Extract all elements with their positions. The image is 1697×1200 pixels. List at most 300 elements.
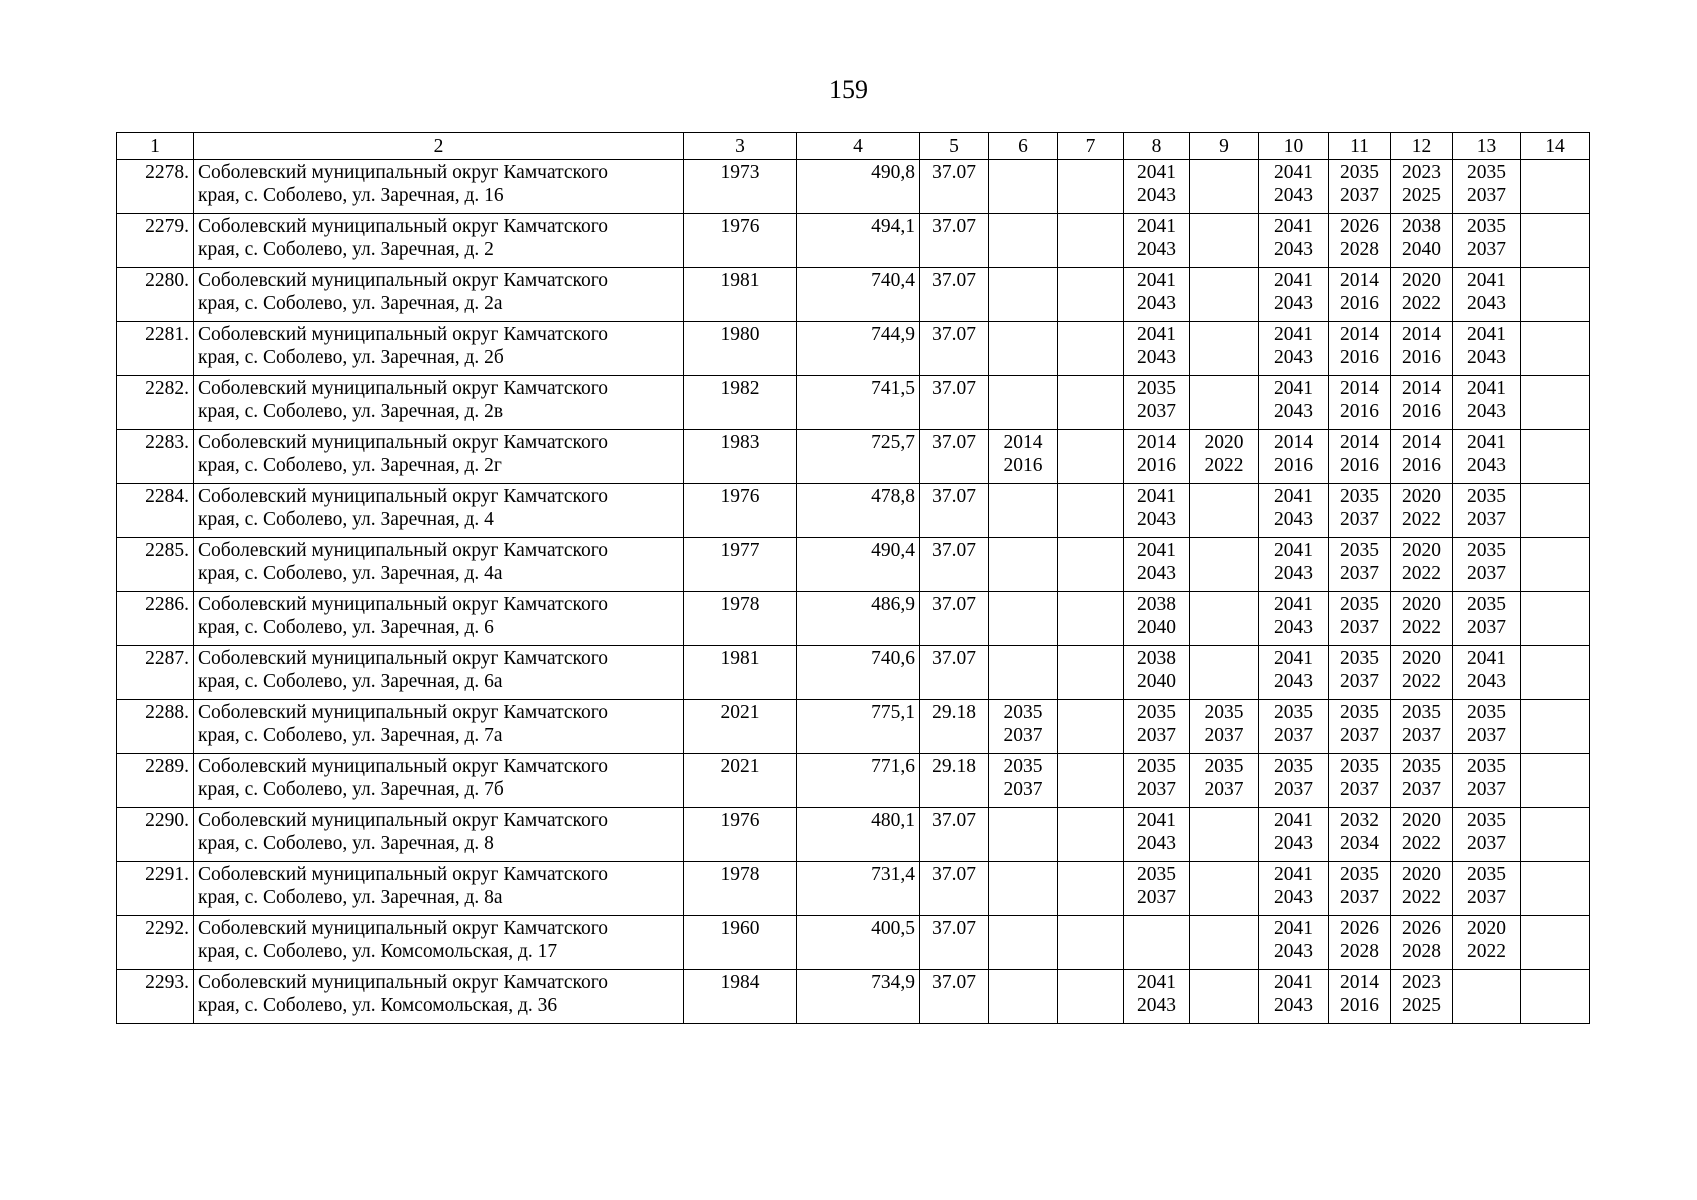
- cell-line: края, с. Соболево, ул. Заречная, д. 2: [198, 239, 494, 260]
- period-cell-7: [1058, 538, 1124, 592]
- period-cell-9: [1190, 376, 1259, 430]
- code-cell: 37.07: [920, 268, 989, 322]
- cell-line: [1062, 485, 1119, 508]
- year-built-cell: 1980: [684, 322, 797, 376]
- table-row: [117, 808, 1590, 862]
- table-row: [117, 160, 1590, 214]
- table-row: [117, 592, 1590, 646]
- cell-line: [1062, 971, 1119, 994]
- cell-line: [993, 161, 1053, 184]
- column-header-14: 14: [1521, 133, 1590, 160]
- period-cell-7: [1058, 214, 1124, 268]
- cell-line: 2043: [1137, 509, 1176, 530]
- cell-line: края, с. Соболево, ул. Заречная, д. 2а: [198, 293, 503, 314]
- cell-line: края, с. Соболево, ул. Заречная, д. 16: [198, 185, 504, 206]
- cell-line: 2028: [1340, 239, 1379, 260]
- cell-line: [1525, 593, 1585, 616]
- cell-line: [1062, 616, 1119, 639]
- cell-line: 2041: [1137, 324, 1176, 345]
- code-cell: 37.07: [920, 592, 989, 646]
- address-cell: [194, 754, 684, 808]
- cell-line: [993, 917, 1053, 940]
- cell-line: 2043: [1274, 563, 1313, 584]
- period-cell-10: [1259, 160, 1329, 214]
- column-header-5: 5: [920, 133, 989, 160]
- period-cell-11: [1329, 916, 1391, 970]
- cell-line: 2041: [1467, 270, 1506, 291]
- period-cell-9: [1190, 862, 1259, 916]
- area-cell: 480,1: [797, 808, 920, 862]
- cell-line: 2043: [1137, 995, 1176, 1016]
- cell-line: [1525, 238, 1585, 261]
- cell-line: 2037: [1467, 725, 1506, 746]
- cell-line: [1062, 323, 1119, 346]
- period-cell-14: [1521, 808, 1590, 862]
- table-row: [117, 538, 1590, 592]
- cell-line: края, с. Соболево, ул. Заречная, д. 2б: [198, 347, 504, 368]
- cell-line: 2043: [1137, 293, 1176, 314]
- column-header-9: 9: [1190, 133, 1259, 160]
- cell-line: 2020: [1402, 864, 1441, 885]
- period-cell-8: [1124, 916, 1190, 970]
- cell-line: 2041: [1274, 918, 1313, 939]
- cell-line: [1194, 184, 1254, 207]
- cell-line: 2016: [1274, 455, 1313, 476]
- cell-line: [1062, 161, 1119, 184]
- area-cell: 400,5: [797, 916, 920, 970]
- code-cell: 37.07: [920, 214, 989, 268]
- area-cell: 775,1: [797, 700, 920, 754]
- cell-line: [1062, 647, 1119, 670]
- period-cell-8: [1124, 970, 1190, 1024]
- period-cell-11: [1329, 754, 1391, 808]
- period-cell-7: [1058, 862, 1124, 916]
- year-built-cell: 1978: [684, 862, 797, 916]
- period-cell-7: [1058, 916, 1124, 970]
- area-cell: 744,9: [797, 322, 920, 376]
- period-cell-11: [1329, 808, 1391, 862]
- row-number: 2288.: [117, 700, 194, 754]
- period-cell-6: [989, 700, 1058, 754]
- cell-line: [1194, 616, 1254, 639]
- period-cell-13: [1453, 916, 1521, 970]
- cell-line: [993, 593, 1053, 616]
- period-cell-11: [1329, 970, 1391, 1024]
- cell-line: 2041: [1274, 540, 1313, 561]
- cell-line: [1194, 670, 1254, 693]
- cell-line: 2041: [1467, 378, 1506, 399]
- cell-line: [1062, 863, 1119, 886]
- period-cell-6: [989, 322, 1058, 376]
- cell-line: 2041: [1274, 648, 1313, 669]
- period-cell-9: [1190, 484, 1259, 538]
- period-cell-6: [989, 754, 1058, 808]
- cell-line: 2037: [1467, 509, 1506, 530]
- row-number: 2283.: [117, 430, 194, 484]
- cell-line: 2043: [1467, 347, 1506, 368]
- cell-line: 2035: [1467, 756, 1506, 777]
- cell-line: [1062, 701, 1119, 724]
- cell-line: 2035: [1467, 486, 1506, 507]
- cell-line: 2016: [1340, 995, 1379, 1016]
- year-built-cell: 1978: [684, 592, 797, 646]
- period-cell-10: [1259, 484, 1329, 538]
- cell-line: 2022: [1402, 563, 1441, 584]
- cell-line: 2037: [1467, 185, 1506, 206]
- cell-line: [993, 863, 1053, 886]
- cell-line: 2037: [1137, 725, 1176, 746]
- period-cell-13: [1453, 754, 1521, 808]
- cell-line: 2014: [1402, 324, 1441, 345]
- cell-line: [1525, 431, 1585, 454]
- cell-line: Соболевский муниципальный округ Камчатского: [198, 162, 609, 183]
- cell-line: 2037: [1340, 779, 1379, 800]
- period-cell-13: [1453, 322, 1521, 376]
- table-row: [117, 970, 1590, 1024]
- cell-line: [1525, 863, 1585, 886]
- period-cell-12: [1391, 214, 1453, 268]
- period-cell-12: [1391, 268, 1453, 322]
- cell-line: 2040: [1402, 239, 1441, 260]
- cell-line: 2041: [1137, 162, 1176, 183]
- table-row: [117, 754, 1590, 808]
- cell-line: [1062, 269, 1119, 292]
- period-cell-14: [1521, 538, 1590, 592]
- cell-line: 2035: [1137, 378, 1176, 399]
- cell-line: края, с. Соболево, ул. Заречная, д. 6: [198, 617, 494, 638]
- cell-line: 2037: [1467, 887, 1506, 908]
- cell-line: [1525, 994, 1585, 1017]
- cell-line: [1194, 647, 1254, 670]
- cell-line: 2035: [1340, 756, 1379, 777]
- year-built-cell: 1982: [684, 376, 797, 430]
- cell-line: 2038: [1137, 594, 1176, 615]
- cell-line: [1525, 215, 1585, 238]
- cell-line: [1525, 778, 1585, 801]
- period-cell-6: [989, 808, 1058, 862]
- cell-line: 2035: [1003, 702, 1043, 723]
- period-cell-6: [989, 862, 1058, 916]
- cell-line: [1194, 994, 1254, 1017]
- period-cell-8: [1124, 646, 1190, 700]
- row-number: 2291.: [117, 862, 194, 916]
- cell-line: [1062, 562, 1119, 585]
- cell-line: 2043: [1274, 509, 1313, 530]
- cell-line: 2028: [1340, 941, 1379, 962]
- cell-line: 2014: [1274, 432, 1313, 453]
- table-row: [117, 484, 1590, 538]
- cell-line: [1128, 940, 1185, 963]
- cell-line: [1062, 724, 1119, 747]
- cell-line: 2037: [1340, 887, 1379, 908]
- cell-line: [1194, 161, 1254, 184]
- period-cell-13: [1453, 484, 1521, 538]
- cell-line: [1525, 971, 1585, 994]
- address-cell: [194, 160, 684, 214]
- period-cell-14: [1521, 646, 1590, 700]
- area-cell: 494,1: [797, 214, 920, 268]
- cell-line: 2035: [1340, 486, 1379, 507]
- period-cell-14: [1521, 322, 1590, 376]
- cell-line: 2035: [1137, 756, 1176, 777]
- cell-line: 2020: [1402, 486, 1441, 507]
- period-cell-13: [1453, 700, 1521, 754]
- area-cell: 725,7: [797, 430, 920, 484]
- period-cell-10: [1259, 754, 1329, 808]
- cell-line: 2040: [1137, 671, 1176, 692]
- address-cell: [194, 214, 684, 268]
- cell-line: 2037: [1274, 725, 1313, 746]
- cell-line: 2037: [1467, 239, 1506, 260]
- period-cell-12: [1391, 160, 1453, 214]
- cell-line: [1525, 161, 1585, 184]
- period-cell-8: [1124, 862, 1190, 916]
- cell-line: 2041: [1137, 270, 1176, 291]
- cell-line: 2037: [1137, 401, 1176, 422]
- cell-line: [1194, 809, 1254, 832]
- area-cell: 486,9: [797, 592, 920, 646]
- cell-line: 2037: [1003, 725, 1043, 746]
- period-cell-12: [1391, 754, 1453, 808]
- cell-line: [993, 670, 1053, 693]
- period-cell-8: [1124, 376, 1190, 430]
- period-cell-10: [1259, 862, 1329, 916]
- period-cell-7: [1058, 808, 1124, 862]
- period-cell-14: [1521, 916, 1590, 970]
- cell-line: 2014: [1340, 972, 1379, 993]
- cell-line: [993, 971, 1053, 994]
- period-cell-8: [1124, 592, 1190, 646]
- period-cell-6: [989, 970, 1058, 1024]
- address-cell: [194, 970, 684, 1024]
- period-cell-9: [1190, 808, 1259, 862]
- period-cell-6: [989, 592, 1058, 646]
- cell-line: [1062, 886, 1119, 909]
- cell-line: 2035: [1467, 810, 1506, 831]
- cell-line: 2037: [1402, 725, 1441, 746]
- cell-line: [1194, 508, 1254, 531]
- cell-line: [993, 346, 1053, 369]
- period-cell-10: [1259, 646, 1329, 700]
- cell-line: 2014: [1003, 432, 1043, 453]
- cell-line: [1062, 809, 1119, 832]
- cell-line: 2022: [1204, 455, 1244, 476]
- cell-line: [993, 539, 1053, 562]
- cell-line: 2037: [1204, 779, 1244, 800]
- year-built-cell: 1981: [684, 268, 797, 322]
- period-cell-13: [1453, 376, 1521, 430]
- period-cell-12: [1391, 538, 1453, 592]
- cell-line: 2035: [1204, 702, 1244, 723]
- column-header-7: 7: [1058, 133, 1124, 160]
- cell-line: 2037: [1003, 779, 1043, 800]
- period-cell-12: [1391, 646, 1453, 700]
- cell-line: 2020: [1402, 594, 1441, 615]
- column-header-2: 2: [194, 133, 684, 160]
- period-cell-10: [1259, 376, 1329, 430]
- cell-line: Соболевский муниципальный округ Камчатского: [198, 378, 609, 399]
- period-cell-14: [1521, 484, 1590, 538]
- cell-line: 2041: [1274, 810, 1313, 831]
- cell-line: 2014: [1340, 324, 1379, 345]
- period-cell-6: [989, 214, 1058, 268]
- column-header-3: 3: [684, 133, 797, 160]
- column-header-1: 1: [117, 133, 194, 160]
- cell-line: [1525, 346, 1585, 369]
- cell-line: 2041: [1467, 432, 1506, 453]
- cell-line: 2035: [1274, 702, 1313, 723]
- year-built-cell: 2021: [684, 700, 797, 754]
- cell-line: Соболевский муниципальный округ Камчатского: [198, 810, 609, 831]
- cell-line: 2014: [1402, 432, 1441, 453]
- code-cell: 37.07: [920, 970, 989, 1024]
- cell-line: края, с. Соболево, ул. Заречная, д. 6а: [198, 671, 503, 692]
- cell-line: 2037: [1467, 563, 1506, 584]
- cell-line: [1525, 184, 1585, 207]
- cell-line: [993, 485, 1053, 508]
- period-cell-7: [1058, 376, 1124, 430]
- cell-line: 2035: [1204, 756, 1244, 777]
- cell-line: [1194, 292, 1254, 315]
- cell-line: 2037: [1402, 779, 1441, 800]
- cell-line: 2041: [1274, 864, 1313, 885]
- period-cell-14: [1521, 700, 1590, 754]
- cell-line: [993, 269, 1053, 292]
- cell-line: Соболевский муниципальный округ Камчатского: [198, 540, 609, 561]
- cell-line: 2043: [1467, 293, 1506, 314]
- period-cell-14: [1521, 592, 1590, 646]
- cell-line: 2014: [1340, 270, 1379, 291]
- cell-line: 2041: [1274, 162, 1313, 183]
- cell-line: 2040: [1137, 617, 1176, 638]
- cell-line: 2038: [1137, 648, 1176, 669]
- address-cell: [194, 538, 684, 592]
- period-cell-6: [989, 646, 1058, 700]
- period-cell-11: [1329, 322, 1391, 376]
- cell-line: 2037: [1467, 779, 1506, 800]
- cell-line: 2035: [1003, 756, 1043, 777]
- cell-line: 2043: [1274, 995, 1313, 1016]
- cell-line: [1525, 323, 1585, 346]
- cell-line: 2022: [1402, 833, 1441, 854]
- period-cell-13: [1453, 808, 1521, 862]
- cell-line: 2020: [1402, 648, 1441, 669]
- cell-line: [1525, 400, 1585, 423]
- period-cell-14: [1521, 376, 1590, 430]
- period-cell-8: [1124, 484, 1190, 538]
- period-cell-6: [989, 484, 1058, 538]
- cell-line: 2022: [1467, 941, 1506, 962]
- period-cell-11: [1329, 862, 1391, 916]
- column-header-13: 13: [1453, 133, 1521, 160]
- cell-line: [1194, 539, 1254, 562]
- cell-line: [1062, 994, 1119, 1017]
- row-number: 2287.: [117, 646, 194, 700]
- code-cell: 37.07: [920, 376, 989, 430]
- row-number: 2293.: [117, 970, 194, 1024]
- table-header: [117, 133, 1590, 160]
- cell-line: 2020: [1402, 540, 1441, 561]
- cell-line: 2043: [1274, 239, 1313, 260]
- cell-line: [1194, 269, 1254, 292]
- cell-line: края, с. Соболево, ул. Заречная, д. 8: [198, 833, 494, 854]
- period-cell-7: [1058, 430, 1124, 484]
- cell-line: 2020: [1467, 918, 1506, 939]
- cell-line: [1062, 670, 1119, 693]
- cell-line: 2032: [1340, 810, 1379, 831]
- period-cell-12: [1391, 916, 1453, 970]
- cell-line: [1062, 755, 1119, 778]
- cell-line: 2041: [1137, 216, 1176, 237]
- period-cell-11: [1329, 268, 1391, 322]
- cell-line: 2035: [1340, 162, 1379, 183]
- period-cell-14: [1521, 160, 1590, 214]
- cell-line: 2043: [1137, 185, 1176, 206]
- cell-line: [1062, 593, 1119, 616]
- row-number: 2289.: [117, 754, 194, 808]
- cell-line: 2035: [1467, 162, 1506, 183]
- period-cell-11: [1329, 160, 1391, 214]
- period-cell-8: [1124, 538, 1190, 592]
- code-cell: 29.18: [920, 754, 989, 808]
- period-cell-9: [1190, 754, 1259, 808]
- table-row: [117, 214, 1590, 268]
- cell-line: [1525, 755, 1585, 778]
- address-cell: [194, 700, 684, 754]
- cell-line: [1194, 400, 1254, 423]
- area-cell: 740,4: [797, 268, 920, 322]
- area-cell: 740,6: [797, 646, 920, 700]
- code-cell: 37.07: [920, 322, 989, 376]
- cell-line: 2043: [1274, 671, 1313, 692]
- year-built-cell: 1984: [684, 970, 797, 1024]
- cell-line: 2043: [1274, 401, 1313, 422]
- cell-line: 2043: [1274, 293, 1313, 314]
- cell-line: [993, 809, 1053, 832]
- period-cell-12: [1391, 592, 1453, 646]
- period-cell-7: [1058, 484, 1124, 538]
- table-row: [117, 268, 1590, 322]
- cell-line: 2038: [1402, 216, 1441, 237]
- address-cell: [194, 646, 684, 700]
- cell-line: 2026: [1340, 918, 1379, 939]
- cell-line: [1062, 346, 1119, 369]
- cell-line: [993, 184, 1053, 207]
- column-header-8: 8: [1124, 133, 1190, 160]
- cell-line: [993, 616, 1053, 639]
- cell-line: 2026: [1402, 918, 1441, 939]
- cell-line: 2035: [1340, 594, 1379, 615]
- cell-line: края, с. Соболево, ул. Заречная, д. 8а: [198, 887, 503, 908]
- period-cell-13: [1453, 214, 1521, 268]
- code-cell: 37.07: [920, 862, 989, 916]
- period-cell-11: [1329, 214, 1391, 268]
- cell-line: [1525, 562, 1585, 585]
- period-cell-12: [1391, 970, 1453, 1024]
- cell-line: 2037: [1340, 725, 1379, 746]
- cell-line: [993, 940, 1053, 963]
- period-cell-13: [1453, 646, 1521, 700]
- table-row: [117, 646, 1590, 700]
- period-cell-8: [1124, 214, 1190, 268]
- period-cell-7: [1058, 970, 1124, 1024]
- cell-line: 2035: [1467, 702, 1506, 723]
- period-cell-10: [1259, 538, 1329, 592]
- period-cell-14: [1521, 214, 1590, 268]
- cell-line: края, с. Соболево, ул. Заречная, д. 7а: [198, 725, 503, 746]
- period-cell-7: [1058, 700, 1124, 754]
- cell-line: 2022: [1402, 887, 1441, 908]
